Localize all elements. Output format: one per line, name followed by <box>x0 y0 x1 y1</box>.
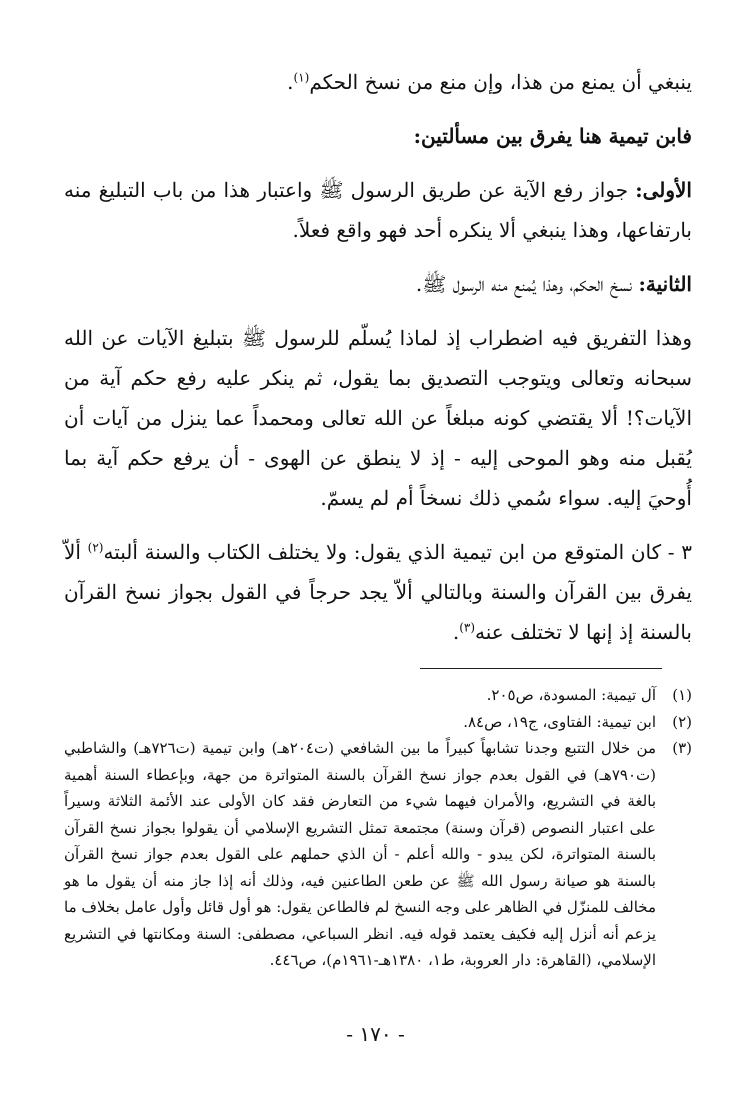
section-heading: فابن تيمية هنا يفرق بين مسألتين: <box>413 124 692 148</box>
opening-line-end: . <box>287 70 294 94</box>
footnote-ref-2[interactable]: (٢) <box>87 540 104 555</box>
footnote-number: (١) <box>672 686 692 704</box>
footnote-1 <box>64 682 692 709</box>
opening-line-text: ينبغي أن يمنع من هذا، وإن منع من نسخ الحكم <box>309 70 692 94</box>
footnote-3 <box>64 735 692 974</box>
point-three-end: . <box>452 620 460 644</box>
footnote-divider <box>420 668 662 669</box>
point-three-text: ٣ - كان المتوقع من ابن تيمية الذي يقول: ولا يختلف الكتاب والسنة ألبته <box>103 540 692 564</box>
footnote-number: (٣) <box>672 739 692 757</box>
second-matter-label: الثانية: <box>638 272 692 296</box>
first-matter-label: الأولى: <box>635 178 692 202</box>
opening-line <box>64 62 692 102</box>
page-number: - ١٧٠ - <box>346 1022 405 1046</box>
discussion-paragraph: وهذا التفريق فيه اضطراب إذ لماذا يُسلّم للرسول ﷺ بتبليغ الآيات عن الله سبحانه وتعالى ويتوجب التصديق بما يقول، ثم ينكر عليه رفع حكم آية من الآيات؟! ألا يقتضي كونه مبلغاً عن الله تعالى ومحمداً عما ينزل من آيات أن يُقبل منه وهو الموحى إليه - إذ لا ينطق عن الهوى - أن يرفع حكم آية بما أُوحيَ إليه. سواء سُمي ذلك نسخاً أم لم يسمّ. <box>64 326 692 510</box>
second-matter-text: نسخ الحكم، وهذا يُمنع منه الرسول ﷺ. <box>415 272 639 296</box>
footnote-2 <box>64 709 692 736</box>
footnote-ref-1[interactable]: (١) <box>293 70 310 85</box>
footnote-text: من خلال التتبع وجدنا تشابهاً كبيراً ما بين الشافعي (ت٢٠٤هـ) وابن تيمية (ت٧٢٦هـ) والشاطبي (ت٧٩٠هـ) في القول بعدم جواز نسخ القرآن بالسنة المتواترة من جهة، وبإعطاء السنة أهمية بالغة في التشريع، والأمران فيهما شيء من التعارض فقد كان الأولى عند الأئمة الثلاثة وسيراً على اعتبار النصوص (قرآن وسنة) مجتمعة تمثل التشريع الإسلامي أن يقولوا بجواز نسخ القرآن بالسنة المتواترة، لكن يبدو - والله أعلم - أن الذي حملهم على القول بعدم جواز نسخ القرآن بالسنة هو صيانة رسول الله ﷺ عن طعن الطاعنين فيه، وذلك أنه إذا جاز منه أن يقول ما هو مخالف للمنزّل في الظاهر على وجه النسخ لم فالطاعن يقول: هو أول قائل وأول عامل بخلاف ما يزعم أنه أنزل إليه فكيف يعتمد قوله فيه. انظر السباعي، مصطفى: السنة ومكانتها في التشريع الإسلامي، (القاهرة: دار العروبة، ط١، ١٣٨٠هـ-١٩٦١م)، ص٤٤٦. <box>64 739 657 969</box>
point-three-continuation: ألاّ يفرق بين القرآن والسنة وبالتالي ألاّ يجد حرجاً في القول بجواز نسخ القرآن بالسنة إذ إنها لا تختلف عنه <box>64 540 692 644</box>
first-matter-text: جواز رفع الآية عن طريق الرسول ﷺ واعتبار هذا من باب التبليغ منه بارتفاعها، وهذا ينبغي ألا ينكره أحد فهو واقع فعلاً. <box>64 178 692 242</box>
first-matter <box>64 170 692 250</box>
footnote-text: آل تيمية: المسودة، ص٢٠٥. <box>486 686 656 704</box>
footnote-text: ابن تيمية: الفتاوى، ج١٩، ص٨٤. <box>463 712 656 731</box>
second-matter <box>64 264 692 304</box>
footnotes <box>64 682 692 974</box>
footnote-number: (٢) <box>672 712 692 731</box>
footnote-ref-3[interactable]: (٣) <box>459 620 476 635</box>
point-three-paragraph <box>64 532 692 652</box>
main-text <box>64 62 692 652</box>
